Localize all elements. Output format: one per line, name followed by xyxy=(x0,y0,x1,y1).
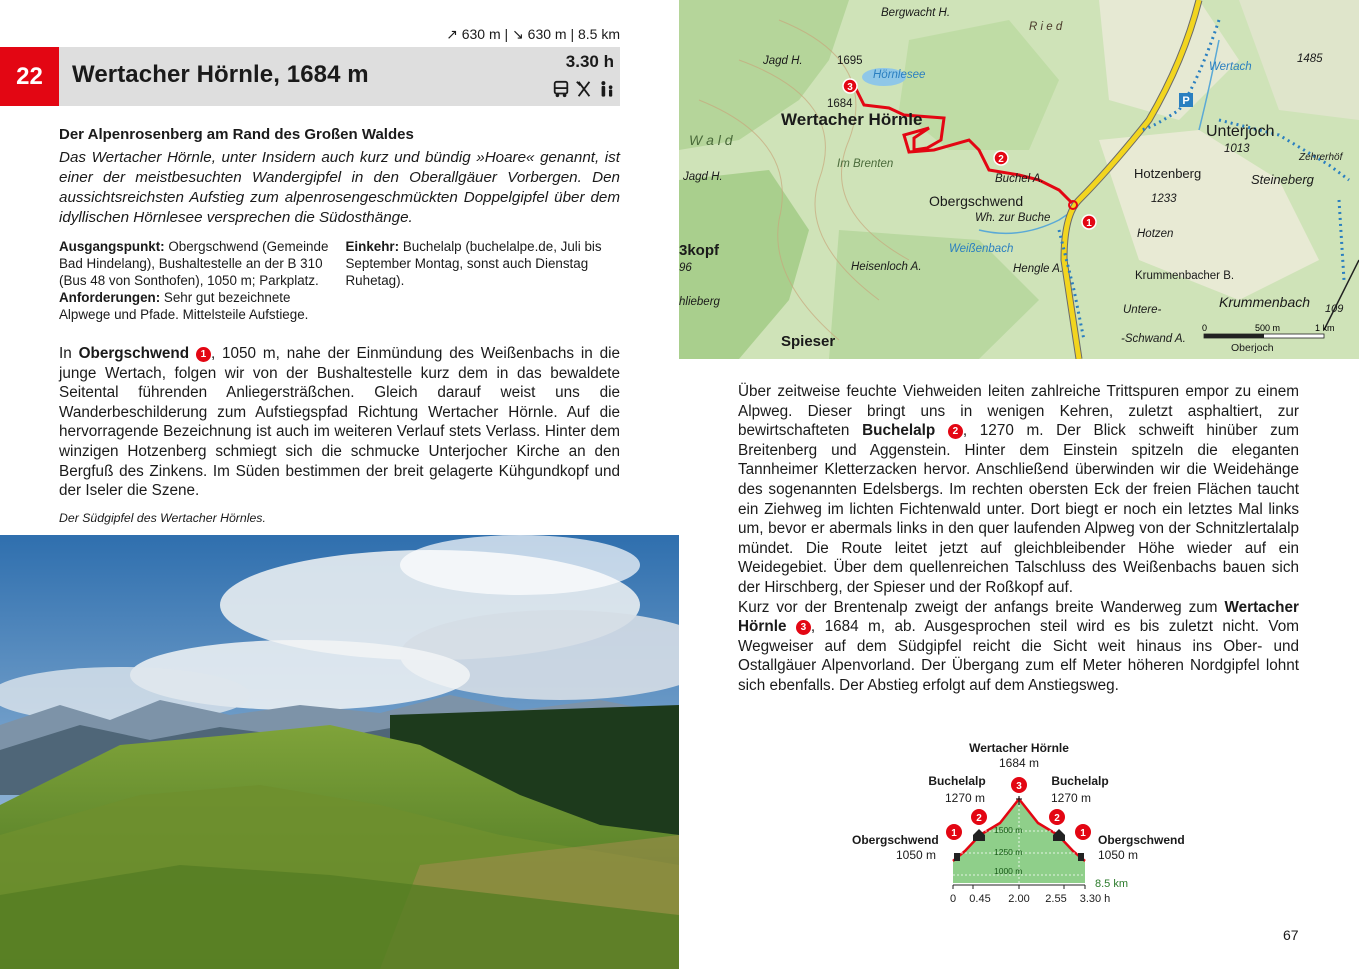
map-label: Untere- xyxy=(1123,304,1162,316)
tour-number: 22 xyxy=(0,47,59,106)
info-box xyxy=(59,238,620,323)
route-map xyxy=(679,0,1359,359)
profile-hut-right-alt: 1270 m xyxy=(1050,791,1092,805)
map-label: Wh. zur Buche xyxy=(975,212,1051,224)
tour-subtitle: Der Alpenrosenberg am Rand des Großen Waldes xyxy=(59,126,414,143)
map-marker-3-label: 3 xyxy=(847,82,853,93)
map-label: Wertach xyxy=(1209,61,1252,73)
profile-marker-1b-label: 1 xyxy=(1080,828,1086,839)
map-label: Obergschwend xyxy=(929,193,1024,209)
body-text-left xyxy=(59,344,620,501)
map-label: 1233 xyxy=(1151,193,1177,205)
map-marker-2-label: 2 xyxy=(998,154,1004,165)
time-tick: 2.55 xyxy=(1045,893,1067,905)
place-obergschwend: Obergschwend xyxy=(78,345,190,362)
map-label: Im Brenten xyxy=(837,158,894,170)
profile-marker-2b-label: 2 xyxy=(1054,813,1060,824)
profile-hut-right-name: Buchelalp xyxy=(1051,774,1109,788)
time-tick: 3.30 h xyxy=(1079,893,1111,905)
map-label: W a l d xyxy=(689,132,733,148)
map-label: 1695 xyxy=(837,55,863,67)
bus-icon xyxy=(552,80,570,98)
landscape-photo xyxy=(0,535,679,969)
place-wertacher-hoernle: Wertacher Hörnle xyxy=(738,598,1299,636)
svg-text:P: P xyxy=(1182,95,1190,107)
info-column-left xyxy=(59,238,334,323)
text: Über zeitweise feuchte Viehweiden leiten zahlreiche Trittspuren empor zu einem Alpweg. Dieser bringt uns in wenigen Kehren, zuletzt asphaltiert, zur bewirtschafteten xyxy=(738,383,1299,440)
bus-stop-icon xyxy=(1078,853,1084,861)
tour-stats: ↗ 630 m | ↘ 630 m | 8.5 km xyxy=(446,26,620,42)
map-label: 1485 xyxy=(1297,53,1323,65)
family-icon xyxy=(598,80,616,98)
page-title: Wertacher Hörnle, 1684 m xyxy=(72,61,369,88)
waypoint-marker-3: 3 xyxy=(796,620,811,635)
grid-label: 1500 m xyxy=(994,825,1023,835)
map-label: Buchel A. xyxy=(995,173,1044,185)
paragraph xyxy=(738,598,1299,696)
stop-text: Buchelalp (buchelalpe.de, Juli bis September Montag, sonst auch Dienstag Ruhetag). xyxy=(345,239,602,288)
paragraph xyxy=(738,382,1299,598)
map-label: 109 xyxy=(1325,303,1344,315)
map-label: Jagd H. xyxy=(683,171,723,183)
restaurant-icon xyxy=(575,80,593,98)
map-label: Krummenbach xyxy=(1219,294,1311,310)
time-tick: 0 xyxy=(949,893,957,905)
topographic-map xyxy=(679,0,1359,359)
elevation-profile xyxy=(840,735,1200,910)
text: In xyxy=(59,345,79,362)
map-label: Oberjoch xyxy=(1231,342,1274,354)
tour-intro: Das Wertacher Hörnle, unter Insidern auch kurz und bündig »Hoare« genannt, ist einer der meistbesuchten Wandergipfel in den Oberallgäuer Vorbergen. Den aussichtsreichsten Aufstieg zum alpenrosengeschmückten Doppelgipfel über dem idyllischen Hörnlesee versprechen die Südosthänge. xyxy=(59,149,620,226)
start-text: Obergschwend (Gemeinde Bad Hindelang), Bushaltestelle an der B 310 (Bus 48 von Sonthofen), 1050 m; Parkplatz. xyxy=(59,239,329,288)
map-label: 96 xyxy=(679,262,692,274)
grid-label: 1000 m xyxy=(994,866,1023,876)
profile-start-alt: 1050 m xyxy=(896,848,937,862)
time-tick: 0.45 xyxy=(969,893,991,905)
map-label: Hengle A. xyxy=(1013,263,1064,275)
body-text-right xyxy=(738,382,1299,696)
start-label: Ausgangspunkt: xyxy=(59,239,165,254)
map-label: Zehrerhöf xyxy=(1299,152,1343,163)
profile-end-name: Obergschwend xyxy=(1098,833,1185,847)
profile-summit-alt: 1684 m xyxy=(998,756,1040,770)
map-label: 1013 xyxy=(1224,143,1250,155)
place-buchelalp: Buchelalp xyxy=(862,422,936,440)
page-number: 67 xyxy=(1283,927,1299,943)
time-tick: 2.00 xyxy=(1008,893,1030,905)
profile-marker-1-label: 1 xyxy=(951,828,957,839)
map-label: Heisenloch A. xyxy=(851,261,922,273)
profile-marker-3-label: 3 xyxy=(1016,781,1022,792)
title-bar xyxy=(0,47,620,106)
map-label: -Schwand A. xyxy=(1121,333,1186,345)
waypoint-marker-2: 2 xyxy=(948,424,963,439)
mountain-photo-illustration xyxy=(0,535,679,969)
map-label: Spieser xyxy=(781,333,836,350)
scale-label: 500 m xyxy=(1255,323,1281,333)
profile-hut-left-name: Buchelalp xyxy=(928,774,986,788)
tour-icons xyxy=(552,80,616,98)
map-label: Jagd H. xyxy=(763,55,803,67)
map-label: R i e d xyxy=(1029,21,1063,33)
map-label: hlieberg xyxy=(679,296,720,308)
tour-duration: 3.30 h xyxy=(565,52,614,71)
profile-end-alt: 1050 m xyxy=(1098,848,1139,862)
requirements-text: Sehr gut bezeichnete Alpwege und Pfade. Mittelsteile Aufstiege. xyxy=(59,290,309,322)
map-marker-1-label: 1 xyxy=(1086,218,1092,229)
profile-marker-2-label: 2 xyxy=(976,813,982,824)
text: , 1270 m. Der Blick schweift hinüber zum Breitenberg und Aggenstein. Hinter dem Einstein spitzeln die eleganten Tannheimer Kletterzacken hervor. Anschließend überwinden wir die Weidehänge des sogenannten Edelsbergs. Im rechten obersten Eck der freien Flächen taucht ein Ziehweg im lichten Fichtenwald unter. Dort biegt er noch ein letztes Mal links um, bevor er abermals links in den quer laufenden Alpweg von der Schnitzlertalalp mündet. Die Route leitet jetzt auf gleichbleibender Höhe wieder auf ein Weidegebiet. Über dem quellenreichen Talschluss des Weißenbachs bauen sich der Hirschberg, der Spieser und der Roßkopf auf. xyxy=(738,422,1300,596)
text: , 1684 m, ab. Ausgesprochen steil wird es bis zuletzt nicht. Vom Wegweiser auf dem Südgipfel reicht die Sicht weit hinaus ins Ober- und Ostallgäuer Alpenvorland. Der Übergang zum elf Meter höheren Nordgipfel lohnt sich ebenfalls. Der Abstieg erfolgt auf dem Anstiegsweg. xyxy=(738,618,1299,694)
map-label: Weißenbach xyxy=(949,243,1014,255)
map-label: Bergwacht H. xyxy=(881,7,951,19)
text: Kurz vor der Brentenalp zweigt der anfangs breite Wanderweg zum xyxy=(738,598,1225,616)
map-label: Steineberg xyxy=(1251,172,1314,187)
elevation-profile-chart xyxy=(840,735,1200,910)
profile-hut-left-alt: 1270 m xyxy=(944,791,986,805)
scale-label: 1 km xyxy=(1315,323,1335,333)
info-column-right xyxy=(346,238,621,323)
distance-label: 8.5 km xyxy=(1095,878,1129,890)
requirements-label: Anforderungen: xyxy=(59,290,161,305)
map-label: 3kopf xyxy=(679,242,720,259)
map-label-summit: Wertacher Hörnle xyxy=(781,110,923,129)
map-label: Unterjoch xyxy=(1206,123,1275,140)
profile-summit-name: Wertacher Hörnle xyxy=(969,741,1069,755)
map-label: 1684 xyxy=(827,98,853,110)
map-label: Hotzen xyxy=(1137,228,1174,240)
map-label: Hörnlesee xyxy=(873,69,926,81)
scale-label: 0 xyxy=(1202,323,1208,333)
map-label: Hotzenberg xyxy=(1134,166,1202,181)
waypoint-marker-1: 1 xyxy=(196,347,211,362)
grid-label: 1250 m xyxy=(994,847,1023,857)
profile-start-name: Obergschwend xyxy=(852,833,939,847)
photo-caption: Der Südgipfel des Wertacher Hörnles. xyxy=(59,511,266,525)
map-label: Krummenbacher B. xyxy=(1135,270,1235,282)
text: , 1050 m, nahe der Einmündung des Weißenbachs in die junge Wertach, folgen wir von der Bushaltestelle kurz dem in das bewaldete Seitental führenden Anliegersträßchen. Gleich darauf weist uns die Wanderbeschilderung zum Aufstiegspfad Richtung Wertacher Hörnle. Auf die hervorragende Bezeichnung ist auch im weiteren Verlauf stets Verlass. Hinter dem winzigen Hotzenberg schmiegt sich die schmucke Unterjocher Kirche an den Bergfuß des Zinkens. Im Süden bestimmen der breit gelagerte Kühgundkopf und der Iseler die Szene. xyxy=(59,345,620,500)
stop-label: Einkehr: xyxy=(345,239,400,254)
bus-stop-icon xyxy=(954,853,960,861)
